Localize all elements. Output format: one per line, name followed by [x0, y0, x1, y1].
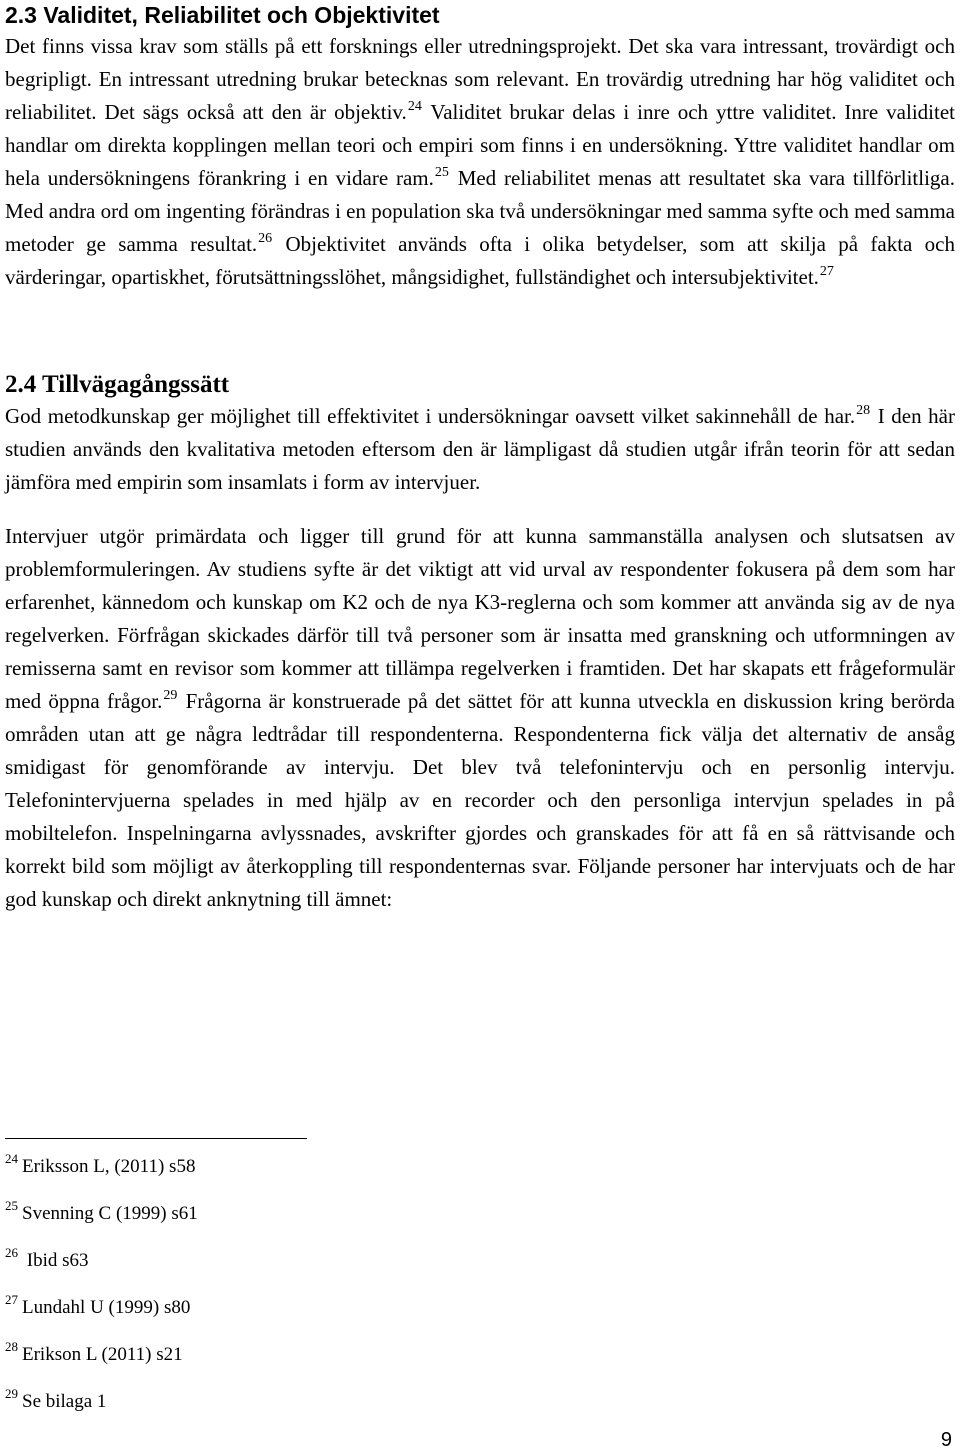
page-number: 9 — [940, 1429, 952, 1451]
section-heading-2-4: 2.4 Tillvägagångssätt — [5, 371, 230, 398]
footnote-24 — [5, 1152, 605, 1199]
footnote-number: 28 — [5, 1339, 18, 1354]
footnote-ref-25[interactable]: 25 — [434, 165, 449, 180]
footnote-ref-29[interactable]: 29 — [163, 688, 178, 703]
footnote-number: 29 — [5, 1386, 18, 1401]
footnote-separator — [5, 1138, 307, 1139]
footnote-number: 24 — [5, 1151, 18, 1166]
footnote-ref-26[interactable]: 26 — [258, 231, 273, 246]
footnote-29 — [5, 1387, 605, 1434]
footnote-26 — [5, 1246, 605, 1293]
footnote-text: Svenning C (1999) s61 — [22, 1203, 198, 1224]
footnote-text: Lundahl U (1999) s80 — [22, 1297, 191, 1318]
footnote-number: 26 — [5, 1245, 18, 1260]
paragraph-validity — [5, 30, 955, 294]
footnote-number: 27 — [5, 1292, 18, 1307]
footnote-text: Ibid s63 — [22, 1250, 89, 1271]
footnote-number: 25 — [5, 1198, 18, 1213]
footnote-27 — [5, 1293, 605, 1340]
footnote-25 — [5, 1199, 605, 1246]
paragraph-text: God metodkunskap ger möjlighet till effektivitet i undersökningar oavsett vilket sakinnehåll de har. — [5, 404, 856, 428]
footnotes — [5, 1152, 605, 1434]
paragraph-text: Validitet brukar delas i inre och yttre validitet. Inre validitet handlar om direkta kopplingen mellan teori och empiri som finns i en undersökning. Yttre validitet handlar om hela undersökningens förankring i en vidare ram. — [5, 100, 955, 190]
section-heading-2-3: 2.3 Validitet, Reliabilitet och Objektivitet — [5, 2, 440, 28]
paragraph-text: Intervjuer utgör primärdata och ligger till grund för att kunna sammanställa analysen och slutsatsen av problemformuleringen. Av studiens syfte är det viktigt att vid urval av respondenter fokusera på dem som har erfarenhet, kännedom och kunskap om K2 och de nya K3-reglerna och som kommer att använda sig av de nya regelverken. Förfrågan skickades därför till två personer som är insatta med granskning och utformningen av remisserna samt en revisor som kommer att tillämpa regelverken i framtiden. Det har skapats ett frågeformulär med öppna frågor. — [5, 524, 955, 713]
footnote-text: Erikson L (2011) s21 — [22, 1344, 183, 1365]
footnote-ref-27[interactable]: 27 — [819, 264, 834, 279]
footnote-28 — [5, 1340, 605, 1387]
paragraph-text: I den här studien används den kvalitativa metoden eftersom den är lämpligast då studien utgår ifrån teorin för att sedan jämföra med empirin som insamlats i form av intervjuer. — [5, 404, 955, 494]
document-page — [5, 0, 955, 916]
paragraph-text: Det finns vissa krav som ställs på ett forsknings eller utredningsprojekt. Det ska vara intressant, trovärdigt och begripligt. En intressant utredning brukar betecknas som relevant. En trovärdig utredning har hög validitet och reliabilitet. Det sägs också att den är objektiv. — [5, 34, 955, 124]
footnote-text: Se bilaga 1 — [22, 1391, 107, 1412]
footnote-ref-28[interactable]: 28 — [856, 403, 871, 418]
footnote-ref-24[interactable]: 24 — [407, 99, 422, 114]
paragraph-interviews — [5, 520, 955, 916]
paragraph-text: Frågorna är konstruerade på det sättet för att kunna utveckla en diskussion kring berörda områden utan att ge några ledtrådar till respondenterna. Respondenterna fick välja det alternativ de ansåg smidigast för genomförande av intervju. Det blev två telefonintervju och en personlig intervju. Telefonintervjuerna spelades in med hjälp av en recorder och den personliga intervjun spelades in på mobiltelefon. Inspelningarna avlyssnades, avskrifter gjordes och granskades för att få en så rättvisande och korrekt bild som möjligt av återkoppling till respondenternas svar. Följande personer har intervjuats och de har god kunskap och direkt anknytning till ämnet: — [5, 689, 956, 911]
paragraph-text: Objektivitet används ofta i olika betydelser, som att skilja på fakta och värderingar, opartiskhet, förutsättningsslöhet, mångsidighet, fullständighet och intersubjektivitet. — [5, 232, 955, 289]
paragraph-text: Med reliabilitet menas att resultatet ska vara tillförlitliga. Med andra ord om ingenting förändras i en population ska två undersökningar med samma syfte och med samma metoder ge samma resultat. — [5, 166, 956, 256]
footnote-text: Eriksson L, (2011) s58 — [22, 1156, 196, 1177]
paragraph-method — [5, 400, 955, 499]
